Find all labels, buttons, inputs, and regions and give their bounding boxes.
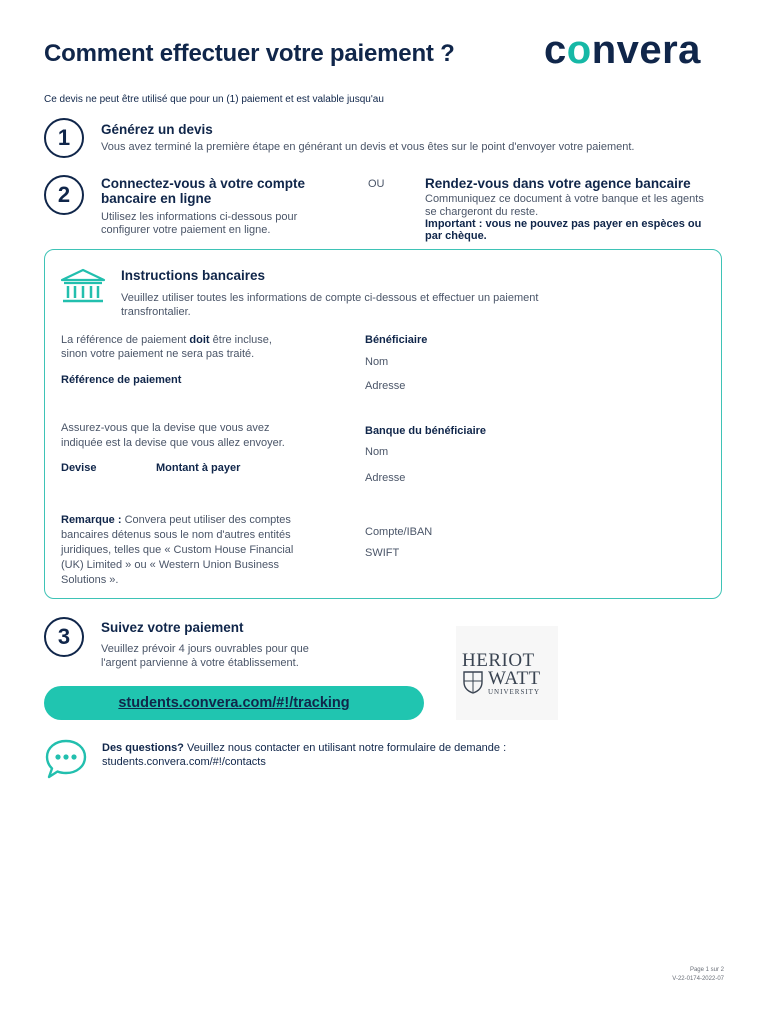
- bank-instructions-heading: Instructions bancaires: [121, 268, 266, 283]
- university-logo-line3: UNIVERSITY: [488, 688, 540, 696]
- payment-reference-label: Référence de paiement: [61, 374, 182, 386]
- bank-intro-line1: Veuillez utiliser toutes les informations de compte ci-dessous et effectuer un paiement: [121, 292, 539, 304]
- bank-address: Adresse: [365, 472, 406, 484]
- university-logo-line2: WATT: [488, 668, 541, 689]
- university-logo-line1: HERIOT: [462, 650, 535, 671]
- page-title: Comment effectuer votre paiement ?: [44, 40, 455, 67]
- step-2-text-line2: configurer votre paiement en ligne.: [101, 224, 271, 236]
- step-1-heading: Générez un devis: [101, 122, 213, 137]
- step-3-heading: Suivez votre paiement: [101, 620, 244, 635]
- amount-label: Montant à payer: [156, 462, 241, 474]
- reference-note-line2: sinon votre paiement ne sera pas traité.: [61, 348, 255, 360]
- step-3-text-line2: l'argent parvienne à votre établissement.: [101, 657, 299, 669]
- account-iban-label: Compte/IBAN: [365, 526, 433, 538]
- bank-name: Nom: [365, 446, 389, 458]
- step-2-text-line1: Utilisez les informations ci-dessous pour: [101, 211, 298, 223]
- remark-text: Remarque : Convera peut utiliser des comptes bancaires détenus sous le nom d'autres entités juridiques, telles que « Custom House Financial (UK) Limited » ou « Western Union Business Solutions ».: [61, 514, 294, 586]
- questions-text: Des questions? Veuillez nous contacter en utilisant notre formulaire de demande :: [102, 742, 507, 754]
- bank-icon: [60, 268, 106, 306]
- reference-note: La référence de paiement doit être incluse,: [61, 334, 272, 346]
- beneficiary-bank-label: Banque du bénéficiaire: [365, 425, 487, 437]
- or-separator: OU: [368, 178, 385, 190]
- currency-label: Devise: [61, 462, 97, 474]
- beneficiary-label: Bénéficiaire: [365, 334, 428, 346]
- step-3-badge: 3: [44, 617, 84, 657]
- bank-branch-text: Communiquez ce document à votre banque et les agents se chargeront du reste.: [425, 193, 704, 218]
- chat-bubble-icon: [44, 738, 88, 780]
- beneficiary-name: Nom: [365, 356, 389, 368]
- bank-intro-line2: transfrontalier.: [121, 306, 191, 318]
- currency-note-line1: Assurez-vous que la devise que vous avez: [61, 422, 270, 434]
- step-3-text-line1: Veuillez prévoir 4 jours ouvrables pour que: [101, 643, 309, 655]
- beneficiary-address: Adresse: [365, 380, 406, 392]
- document-code: V-22-0174-2022-07: [672, 976, 724, 982]
- step-2-badge: 2: [44, 175, 84, 215]
- page-number: Page 1 sur 2: [689, 967, 724, 973]
- university-logo: [456, 626, 558, 720]
- swift-label: SWIFT: [365, 547, 400, 559]
- step-2-heading-line2: bancaire en ligne: [101, 191, 212, 206]
- crest-icon: [462, 670, 484, 694]
- tracking-link-button[interactable]: [44, 686, 424, 720]
- tracking-link[interactable]: students.convera.com/#!/tracking: [118, 695, 350, 711]
- important-notice: Important : vous ne pouvez pas payer en espèces ou par chèque.: [425, 218, 702, 242]
- convera-logo: convera: [544, 28, 701, 72]
- step-1-text: Vous avez terminé la première étape en générant un devis et vous êtes sur le point d'envoyer votre paiement.: [101, 141, 635, 153]
- quote-validity-text: Ce devis ne peut être utilisé que pour un (1) paiement et est valable jusqu'au: [44, 94, 384, 105]
- currency-note-line2: indiquée est la devise que vous allez envoyer.: [61, 437, 285, 449]
- step-1-badge: 1: [44, 118, 84, 158]
- bank-branch-heading: Rendez-vous dans votre agence bancaire: [425, 176, 691, 191]
- contact-link[interactable]: students.convera.com/#!/contacts: [102, 756, 266, 768]
- step-2-heading-line1: Connectez-vous à votre compte: [101, 176, 306, 191]
